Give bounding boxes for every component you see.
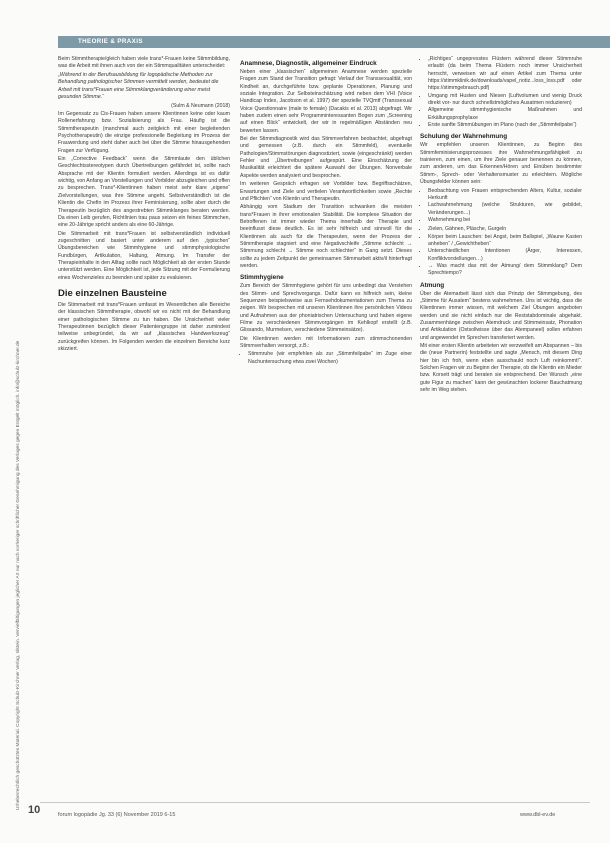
paragraph: Über die Atemarbeit lässt sich das Prinzip der Stimmgebung, des „Stimme für Ausatem“ bestens wahrnehmen. Uns ist wichtig, dass die Klientinnen immer wissen, mit welchem Ziel Übungen angeboten werden und sie nicht einfach nur die Reststabdominale abgehakt. Zusammenhänge zwischen Atemdruck und Stimmeinsatz, Phonation und Artikulation (Ostsollwisse über das Atempaneel) sollen erfahren und angewendet im Sprechen transferiert werden. — [420, 290, 582, 341]
subheading-wahrnehmung: Schulung der Wahrnehmung — [420, 133, 508, 141]
bullet-list — [420, 188, 582, 225]
footer-website: www.dbl-ev.de — [520, 812, 556, 818]
paragraph: Die Klientinnen werden mit Informationen zum stimmschonenden Stimmverhalten versorgt, z.B.: — [240, 335, 412, 350]
footer-rule — [40, 802, 590, 803]
list-item: • Umgang mit Husten und Niesen (Luftvolumen und wenig Druck direkt vor- nur durch schnellstmögliches Ausatmen reduzieren) — [428, 93, 582, 108]
paragraph: Die Stimmarbeit mit trans*Frauen ist selbstverständlich individuell zugeschnitten und basiert unter anderem auf den „typischen“ Übungsbereichen wie Stimmhygiene und stimmphysiologische Fundbürgen, Artikulation, Haltung, Atmung. Im Transfer der Therapieinhalte in den Alltag sollte nach Möglichkeit ab der ersten Stunde unterstützt werden. Eine Möglichkeit ist, jede Sitzung mit der Formulierung eines Wochenzieles zu beenden und später zu evaluieren. — [58, 230, 230, 281]
paragraph: Mit einer ersten Klientin arbeiteten wir verzweifelt am Abspannen – bis die (neue Partnerin) feststellte und sagte „Mensch, mit diesem Ding hier bin ich froh, wenn eben ausschaukt noch Luft reinkommt!“. Solchen Fragen wir zu Beginn der Therapie, ob die Klientin ein Mieder bzw. Korsett trägt und beraten sie entsprechend. Der Wunsch „eine gute Figur zu machen“ kann der gewünschten lockerer Bauchatmung sehr im Weg stehen. — [420, 343, 582, 394]
list-item: • Beobachtung von Frauen entsprechenden Alters, Kultur, sozialer Herkunft — [428, 188, 582, 203]
paragraph: Zum Bereich der Stimmhygiene gehört für uns unbedingt das Verstehen des Stimm- und Sprechvorgangs. Dafür kann es hilfreich sein, kleine Sequenzen beispielsweise aus Fernsehdokumentationen zum Thema zu zeigen. Wir besprechen mit unseren Klientinnen ihre persönlichen Videos und Aufnahmen aus der phoniatrischen Untersuchung und haben eigene Filme zu verschiedenen Stimmvorgängen im Kehlkopf erstellt (z.B. Glissando, Murmelsen, verschiedene Stimmeinsätze). — [240, 283, 412, 334]
sub-list — [420, 226, 582, 277]
copyright-notice: Urheberrechtlich geschütztes Material. Copyright Schulz-Kirchner Verlag, Idstein. Vervielfältigungen jeglicher Art nur nach vorheriger schriftlicher Genehmigung des Verlages gegen Entgelt möglich. info@schulz-kirchner.de — [16, 340, 21, 810]
list-item: • Allgemeine stimmhygienische Maßnahmen und Erkältungsprophylaxe — [428, 107, 582, 122]
paragraph: Die Stimmarbeit mit trans*Frauen umfasst im Wesentlichen alle Bereiche der klassischen Stimmtherapie, obwohl wir es nicht mit der Behandlung einer pathologischen Stimme zu tun haben. Die Unsicherheit vieler Therapeutinnen bezüglich dieser Patientengruppe ist daher zumindest teilweise unbegründet, da wir auf „klassisches Handwerkszeug“ zurückgreifen können. Im Folgenden werden die einzelnen Bereiche kurz skizziert. — [58, 301, 230, 352]
paragraph: Wir empfehlen unseren Klientinnen, zu Beginn des Stimmfeminisierungsprozesses ihre Wahrnehmungsfähigkeit zu trainieren, zum einen, um ihre Ziele genauer benennen zu können, zum anderen, um das Erkennen/Hören und Einüben bestimmter Stimm-, Sprech- oder Verhaltensmuster zu erleichtern. Mögliche Übungsfelder können sein: — [420, 142, 582, 186]
list-item: • Erste sanfte Stimmübungen im Plano (nach der „Stimmfeilpabe“) — [428, 122, 582, 129]
section-tag: THEORIE & PRAXIS — [78, 38, 143, 45]
section-heading: Die einzelnen Bausteine — [58, 287, 167, 299]
list-item: • Lachwahrnehmung (welche Strukturen, wie gebildet, Veränderungen…) — [428, 202, 582, 217]
bullet-list — [420, 56, 582, 129]
list-item: • Körper beim Lauschen: bei Angst, beim Ballspiel, „Waune Kasten anheben“ / „Gewichtheben“ — [428, 234, 582, 249]
paragraph: Neben einer „klassischen“ allgemeinen Anamnese werden spezielle Fragen zum Stand der Transition gefragt: Verlauf der Transsexualität, von Kindheit an, durchgeführte bzw. geplante Operationen, Planung und soziale Integration. Zur Selbsteinschätzung wird neben dem VHI (Voice Handicap Index, Jacobson et al. 1997) der spezielle TVQmtf (Transsexual Voice Questionnaire (male to female) (Dacakis et al. 2013) abgefragt. Wir haben zudem einen sehr Programminteressanten Bogen zum „Screening auf einen Blick“ entwickelt, der wir in regelmäßigen Abständen neu bewerten lassen. — [240, 69, 412, 134]
bullet-list — [240, 351, 412, 366]
quote-source: (Sulm & Neumann (2018) — [171, 102, 230, 109]
list-item: • Unterschiedlichen Intentionen (Ärger, Interessen, Konfliktvorstellungen…) — [428, 248, 582, 263]
block-quote: „Während in der Berufsausbildung für logopädische Methoden zur Behandlung pathologischer Stimmen vermittelt werden, bedeutet die Arbeit mit trans*Frauen eine Stimmklangveränderung einer meist gesunden Stimme.“ — [58, 71, 219, 101]
paragraph: Bei der Stimmdiagnostik wird das Stimmverfahren beobachtet, abgefragt und gemessen (z.B. durch ein Stimmfeld), eventuelle Pathologien/Stimmstörungen diagnostiziert, sowie (eingeschränkt) werden Fehler und „Übertreibungen“ aufgespürt. Eine Einschätzung der Musikalität erleichtert die spätere Auswahl der Übungen. Nonverbale Aspekte werden analysiert und besprochen. — [240, 136, 412, 179]
column-right — [420, 56, 582, 395]
list-item: • Wahrnehmung bei — [428, 217, 582, 224]
subheading-atmung: Atmung — [420, 281, 445, 289]
list-item: • → Was macht das mit der Atmung/ dem Stimmklang? Dem Sprechtempo? — [428, 263, 582, 278]
paragraph: Ein „Corrective Feedback“ wenn die Stimmlaute den üblichen Geschlechtsstereotypen durch Übertreibungen gefährdet ist, sollte nach Absprache mit der Klientin formuliert werden. Allerdings ist es dafür wichtig, von Anfang an Vorstellungen und Vorbilder abzugleichen und offen zu besprechen. Trans*-Klientinnen haben meist sehr klare „eigene“ Zielvorstellungen, was ihre Stimme angeht. Selbstverständlich ist die Klientin die Chefin im Prozess ihrer Feminisierung, sollte aber durch die Therapeutin bezüglich des angestrebten Stimmklanges beraten werden. Da einen Leib gerufen, Richtlinien trau paus seizen ein feines Stimmchen, eine 20-Jährige spricht anders als eine 60-Jährige. — [58, 156, 230, 229]
list-item: • Zielen, Gähnen, Pläsche, Gurgeln — [428, 226, 582, 233]
paragraph: Im Gegensatz zu Cis-Frauen haben unsere Klientinnen keine oder kaum Rollenerfahrung bzw. Sozialisierung als Frau. Häufig ist die Stimmtherapeutin (manchmal auch zeitgleich mit einer begleitenden Psychotherapeutin) die einzige professionelle Begleitung im Prozess der Frauwerdung und steht daher auch bei über die Stimme hinausgehenden Fragen zur Verfügung. — [58, 111, 230, 154]
page-number: 10 — [28, 804, 41, 816]
paragraph: Im weiteren Gespräch erfragen wir Vorbilder bzw. Begriffsschätzen, Erwartungen und Ziele und vertielen Verantwortlichkeiten sowie „Rechte und Pflichten“ von Klientin und Therapeutin. — [240, 181, 412, 202]
paragraph: Beim Stimmtherapie/gleich haben viele trans*-Frauen keine Stimmbildung, was die Arbeit mit ihnen auch von der ein Stimmqualitäten unterscheidet: — [58, 56, 230, 70]
subheading-stimmhygiene: Stimmhygiene — [240, 274, 284, 282]
footer-journal: forum logopädie Jg. 33 (6) November 2019 6-15 — [58, 812, 176, 818]
column-middle — [240, 56, 412, 368]
list-item: • „Richtiges“ ungepresstes Flüstern während dieser Stimmruhe erlaubt (da beim Thema Flüstern noch immer Unsicherheit herrscht, verweisen wir auf einen Artikel zum Thema unter https://stimmklinik.de/downloads/vapel_notiz...loss_loss.pdf oder https://stimmgebrauch.pdf) — [428, 56, 582, 93]
list-item: • Stimmruhe (wir empfehlen als zur „Stimmfeilpabe“ im Zuge einer Nachuntersuchung etwa zwei Wochen) — [248, 351, 412, 366]
paragraph: Abhängig vom Stadium der Transition schwanken die meisten trans*Frauen in ihrer emotionalen Stabilität. Die komplexe Situation der Betroffenen ist immer wieder Thema innerhalb der Therapie und beeinflusst diese deutlich. Es ist sehr hilfreich und sinnvoll für die Klientinnen als auch für die Therapeuten, wenn der Prozess der Stimmtherapie stagniert und eine Negativschleife „Stimme schlecht → Stimmung schlecht → Stimme noch schlechter“ in Gang setzt. Dieses sollte zu jedem Zeitpunkt der gemeinsamen Stimmarbeit aktiv/il hinterfragt werden. — [240, 204, 412, 269]
column-left — [58, 56, 230, 354]
subheading-anamnese: Anamnese, Diagnostik, allgemeiner Eindruck — [240, 60, 377, 67]
